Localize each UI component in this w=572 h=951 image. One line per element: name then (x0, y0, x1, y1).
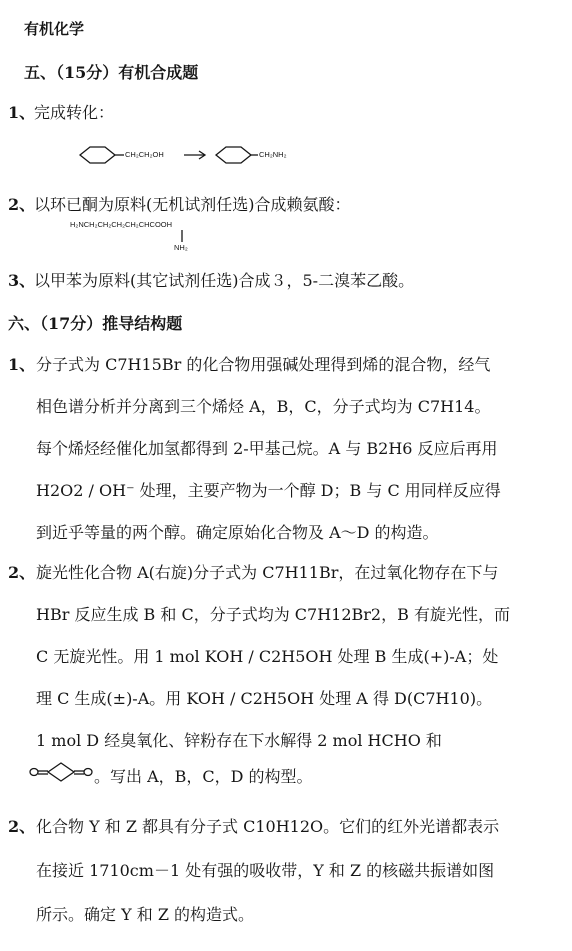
product-group-label: CH₂NH₂ (259, 150, 287, 159)
reactant-group-label: CH₂CH₂OH (125, 150, 164, 159)
carbonyl-oxygen-right (84, 769, 92, 776)
s5-q1-text: 完成转化： (34, 103, 115, 122)
cyclohexane-ring-product (216, 147, 251, 163)
lysine-amino-group: NH₂ (174, 243, 188, 252)
s5-q3-text: 以甲苯为原料(其它试剂任选)合成３，5-二溴苯乙酸。 (34, 271, 415, 290)
s6-q2-line: 理 C 生成(±)-A。用 KOH / C2H5OH 处理 A 得 D(C7H10)。 (36, 689, 493, 708)
s5-q2-number: 2、 (8, 195, 36, 214)
s6-q2-line: 旋光性化合物 A(右旋)分子式为 C7H11Br，在过氧化物存在下与 (36, 563, 499, 582)
s6-q1-line: 到近乎等量的两个醇。确定原始化合物及 A～D 的构造。 (36, 523, 439, 542)
s6-q2-line: 。写出 A，B，C，D 的构型。 (94, 767, 313, 786)
s6-q1-line: 分子式为 C7H15Br 的化合物用强碱处理得到烯的混合物，经气 (36, 355, 491, 374)
s5-q3-number: 3、 (8, 271, 36, 290)
s6-q1-line: H2O2 / OH⁻ 处理，主要产物为一个醇 D；B 与 C 用同样反应得 (36, 481, 501, 500)
s6-q1-number: 1、 (8, 355, 36, 374)
s6-q3-line: 化合物 Y 和 Z 都具有分子式 C10H12O。它们的红外光谱都表示 (36, 817, 500, 836)
section6-heading: 六、（17分）推导结构题 (8, 314, 183, 333)
s6-q2-line: C 无旋光性。用 1 mol KOH / C2H5OH 处理 B 生成(+)-A；处 (36, 647, 499, 666)
s5-q2-text: 以环已酮为原料(无机试剂任选)合成赖氨酸： (34, 195, 351, 214)
s6-q2-number: 2、 (8, 563, 36, 582)
s5-q1-number: 1、 (8, 103, 36, 122)
s6-q1-line: 相色谱分析并分离到三个烯烃 A，B，C，分子式均为 C7H14。 (36, 397, 491, 416)
cyclohexane-ring-reactant (80, 147, 115, 163)
s6-q3-line: 所示。确定 Y 和 Z 的构造式。 (36, 905, 255, 924)
lysine-formula: H₂NCH₂CH₂CH₂CH₂CHCOOH (70, 220, 173, 229)
s6-q2-line: HBr 反应生成 B 和 C，分子式均为 C7H12Br2，B 有旋光性，而 (36, 605, 510, 624)
cyclobutane-ring (48, 763, 74, 781)
carbonyl-oxygen-left (30, 769, 38, 776)
s6-q3-line: 在接近 1710cm－1 处有强的吸收带，Y 和 Z 的核磁共振谱如图 (36, 861, 495, 880)
section5-heading: 五、（15分）有机合成题 (24, 63, 199, 82)
s6-q1-line: 每个烯烃经催化加氢都得到 2-甲基己烷。A 与 B2H6 反应后再用 (36, 439, 498, 458)
s6-q3-number: 2、 (8, 817, 36, 836)
s6-q2-line: 1 mol D 经臭氧化、锌粉存在下水解得 2 mol HCHO 和 (36, 731, 442, 750)
page-title: 有机化学 (24, 20, 85, 38)
